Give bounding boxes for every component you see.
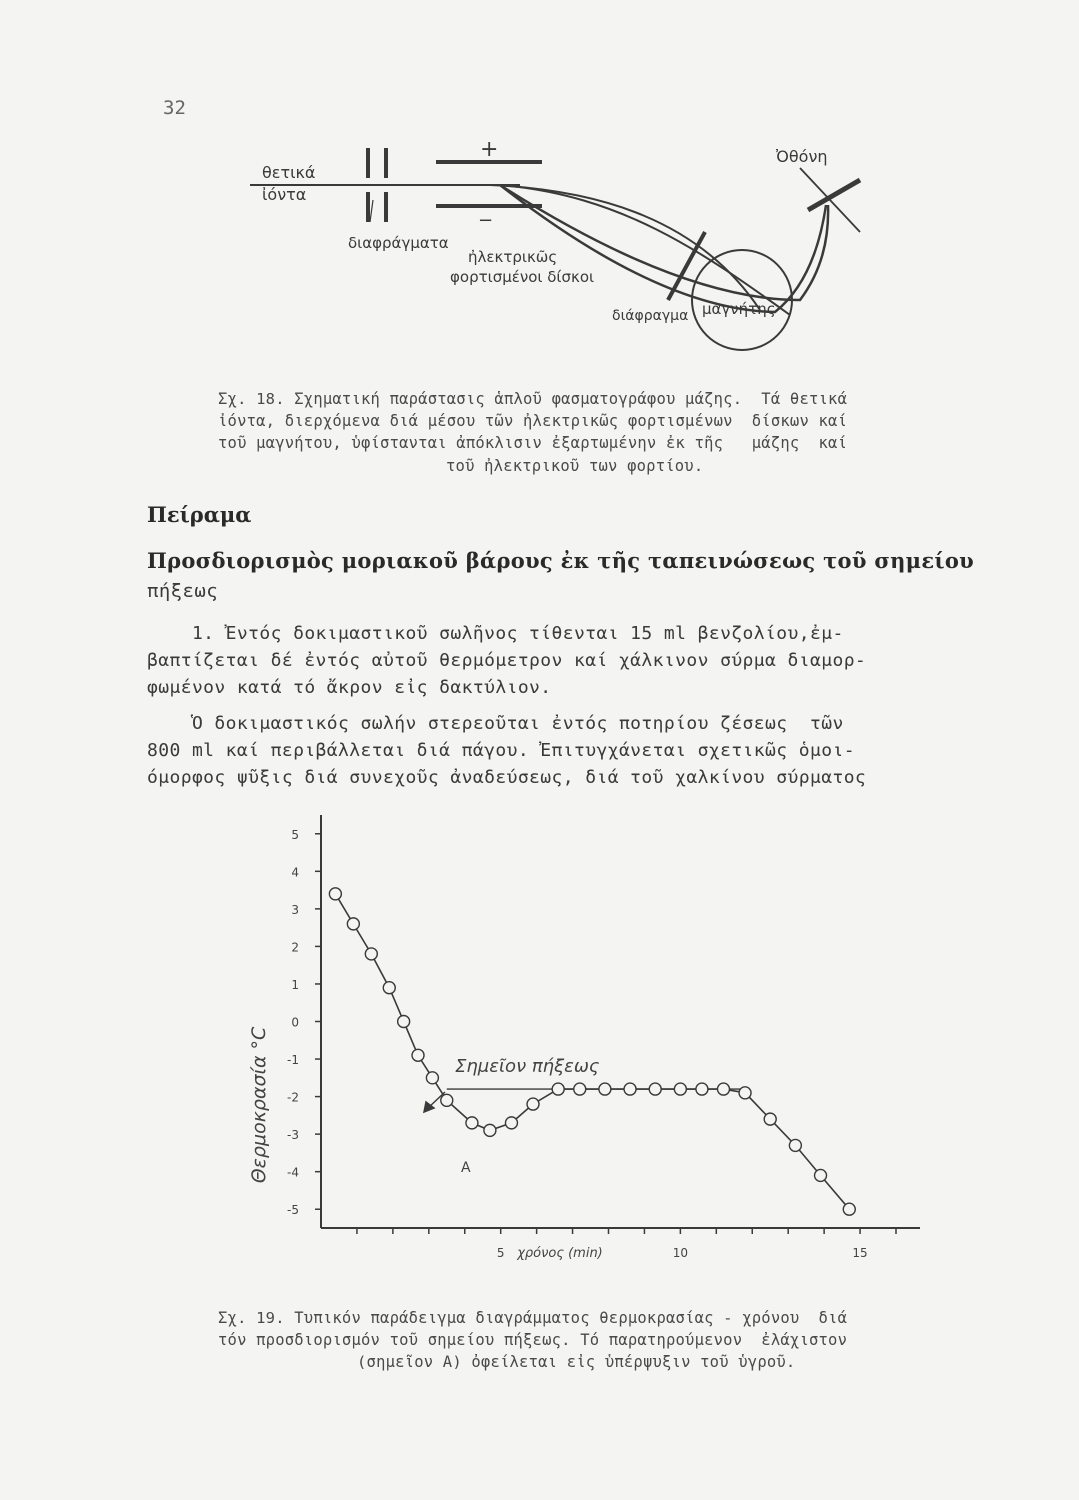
series-line-0 [335, 894, 849, 1209]
figure18-caption-line-4: τοῦ ἠλεκτρικοῦ των φορτίου. [446, 457, 704, 475]
data-point-2 [365, 948, 377, 960]
data-point-20 [739, 1087, 751, 1099]
y-tick-label-8: -3 [287, 1128, 299, 1143]
data-point-11 [527, 1098, 539, 1110]
paragraph1-line-1: 1. Ἐντός δοκιμαστικοῦ σωλῆνος τίθενται 15 ml βενζολίου,ἐμ- [147, 623, 844, 644]
diaphragms-label: διαφράγματα [348, 234, 449, 252]
data-point-17 [674, 1083, 686, 1095]
data-point-19 [718, 1083, 730, 1095]
data-point-0 [329, 888, 341, 900]
y-tick-label-1: 4 [291, 865, 299, 880]
data-point-13 [574, 1083, 586, 1095]
data-point-4 [398, 1016, 410, 1028]
figure19-caption-line-2: τόν προσδιορισμόν τοῦ σημείου πήξεως. Τό παρατηρούμενον ἐλάχιστον [218, 1331, 848, 1349]
diaphragm-label: διάφραγμα [612, 308, 689, 324]
y-tick-label-3: 2 [291, 940, 299, 955]
section-title: Πείραμα [147, 502, 252, 527]
data-point-8 [466, 1117, 478, 1129]
subtitle-line-2: πήξεως [147, 580, 219, 602]
charged-plates-label-1: ἠλεκτρικῶς [468, 248, 558, 266]
paragraph1-line-2: βαπτίζεται δέ ἐντός αὐτοῦ θερμόμετρον καί χάλκινον σύρμα διαμορ- [147, 650, 867, 671]
y-tick-label-0: 5 [291, 827, 299, 842]
x-tick-label-1: 10 [672, 1246, 689, 1260]
data-point-7 [441, 1094, 453, 1106]
paragraph2-line-3: όμορφος ψῦξις διά συνεχοῦς ἀναδεύσεως, διά τοῦ χαλκίνου σύρματος [147, 767, 867, 788]
data-point-10 [505, 1117, 517, 1129]
screen-label: Ὀθόνη [776, 147, 828, 166]
y-tick-label-2: 3 [291, 902, 299, 917]
page-number: 32 [163, 97, 186, 119]
paragraph2-line-1: Ὁ δοκιμαστικός σωλήν στερεοῦται ἐντός ποτηρίου ζέσεως τῶν [147, 713, 844, 734]
figure18-caption-line-2: ἰόντα, διερχόμενα διά μέσου τῶν ἠλεκτρικῶς φορτισμένων δίσκων καί [218, 412, 848, 430]
data-point-15 [624, 1083, 636, 1095]
data-point-3 [383, 982, 395, 994]
x-axis-label: χρόνος (min) [517, 1246, 603, 1261]
data-point-18 [696, 1083, 708, 1095]
y-tick-label-5: 0 [291, 1015, 299, 1030]
charged-plates-label-2: φορτισμένοι δίσκοι [450, 268, 595, 286]
y-tick-label-9: -4 [287, 1165, 299, 1180]
figure18-caption-line-1: Σχ. 18. Σχηματική παράστασις ἁπλοῦ φασματογράφου μάζης. Τά θετικά [218, 390, 848, 408]
data-point-16 [649, 1083, 661, 1095]
data-point-14 [599, 1083, 611, 1095]
freezing-point-annotation: Σημεῖον πήξεως [455, 1056, 600, 1077]
data-point-21 [764, 1113, 776, 1125]
minus-sign: − [478, 210, 494, 231]
subtitle-line-1: Προσδιορισμὸς μοριακοῦ βάρους ἐκ τῆς ταπεινώσεως τοῦ σημείου [147, 548, 975, 573]
figure19-caption-line-1: Σχ. 19. Τυπικόν παράδειγμα διαγράμματος θερμοκρασίας - χρόνου διά [218, 1309, 848, 1327]
paragraph2-line-2: 800 ml καί περιβάλλεται διά πάγου. Ἐπιτυγχάνεται σχετικῶς ὁμοι- [147, 740, 855, 761]
data-point-12 [552, 1083, 564, 1095]
point-a-label: A [461, 1160, 471, 1176]
y-tick-label-6: -1 [287, 1053, 299, 1068]
magnet-label: μαγνήτης [702, 300, 776, 318]
data-point-23 [815, 1169, 827, 1181]
positive-ions-label-1: θετικά [262, 163, 316, 182]
data-point-5 [412, 1049, 424, 1061]
data-point-22 [789, 1139, 801, 1151]
positive-ions-label-2: ἰόντα [262, 185, 307, 204]
y-axis-label: Θερμοκρασία °C [248, 1026, 270, 1184]
paragraph1-line-3: φωμένον κατά τό ἄκρον εἰς δακτύλιον. [147, 677, 552, 698]
x-tick-label-0: 5 [496, 1246, 505, 1260]
data-point-24 [843, 1203, 855, 1215]
data-point-6 [426, 1072, 438, 1084]
plus-sign: + [480, 137, 499, 162]
y-tick-label-10: -5 [287, 1203, 299, 1218]
data-point-1 [347, 918, 359, 930]
figure19-caption-line-3: (σημεῖον Α) ὀφείλεται εἰς ὑπέρψυξιν τοῦ ὑγροῦ. [357, 1353, 796, 1371]
data-point-9 [484, 1124, 496, 1136]
figure18-caption-line-3: τοῦ μαγνήτου, ὑφίστανται ἀπόκλισιν ἐξαρτωμένην ἐκ τῆς μάζης καί [218, 434, 848, 452]
y-tick-label-4: 1 [291, 977, 299, 992]
x-tick-label-2: 15 [852, 1246, 868, 1260]
y-tick-label-7: -2 [287, 1090, 299, 1105]
